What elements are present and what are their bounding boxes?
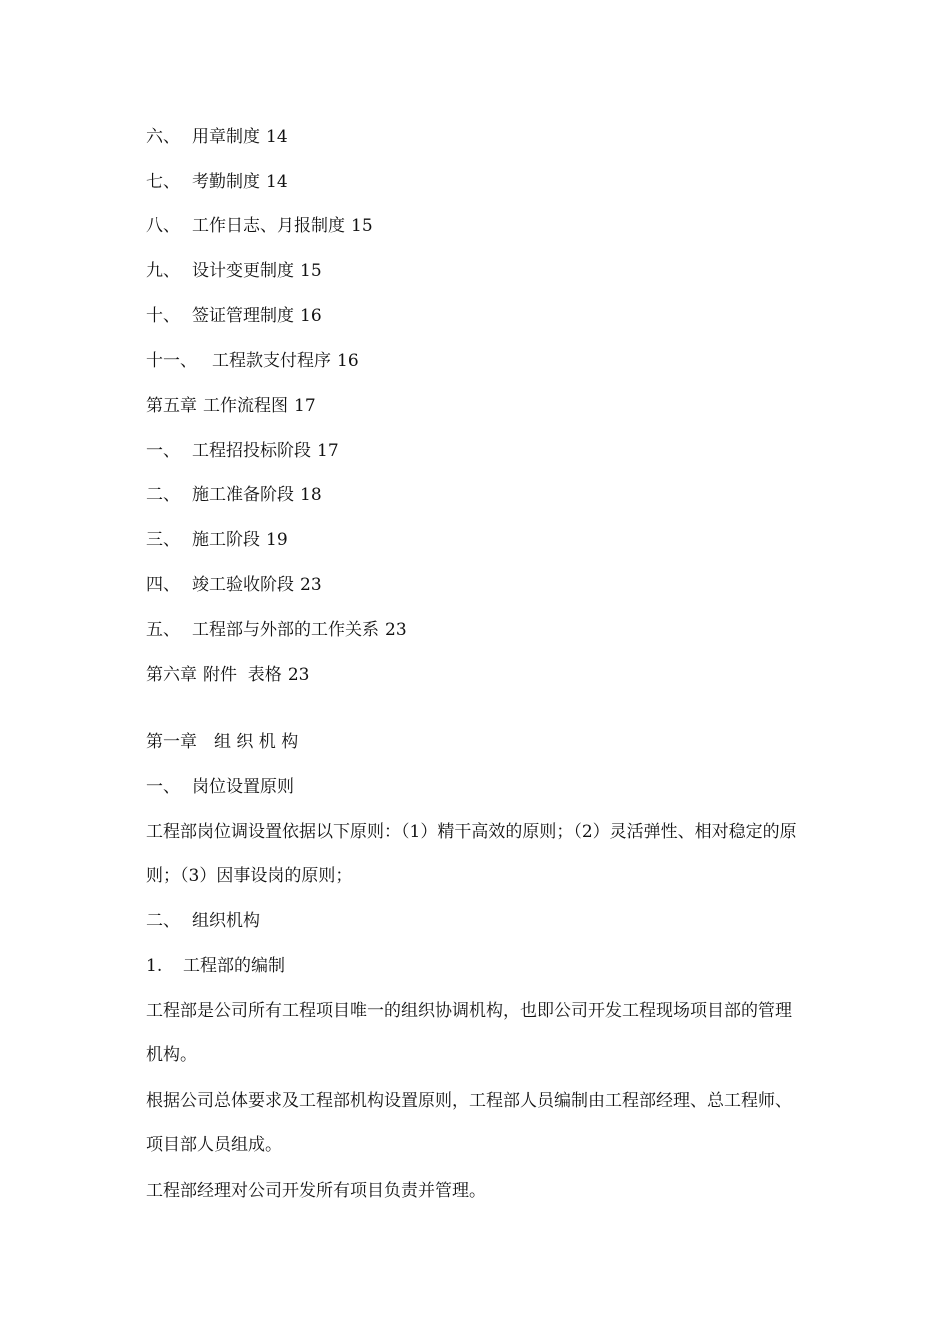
toc-number: 二、 [146, 485, 180, 505]
section-heading [146, 777, 294, 797]
toc-entry[interactable] [146, 351, 359, 371]
toc-title: 考勤制度 [192, 172, 260, 192]
toc-title: 用章制度 [192, 127, 260, 147]
toc-number: 七、 [146, 172, 180, 192]
toc-page: 17 [317, 441, 339, 461]
toc-entry[interactable] [146, 620, 407, 640]
toc-number: 九、 [146, 261, 180, 281]
chapter-heading [146, 732, 298, 752]
toc-entry[interactable] [146, 306, 322, 326]
chapter-label: 第一章 [146, 732, 197, 752]
toc-number: 十一、 [146, 351, 197, 371]
section-title: 岗位设置原则 [192, 777, 294, 797]
toc-number: 一、 [146, 441, 180, 461]
toc-title: 施工准备阶段 [192, 485, 294, 505]
toc-page: 23 [385, 620, 407, 640]
toc-entry[interactable] [146, 261, 322, 281]
toc-title: 工程招投标阶段 [192, 441, 311, 461]
toc-entry[interactable] [146, 172, 288, 192]
toc-entry[interactable] [146, 575, 322, 595]
toc-entry[interactable] [146, 485, 322, 505]
toc-title: 竣工验收阶段 [192, 575, 294, 595]
toc-title: 工程款支付程序 [212, 351, 331, 371]
toc-entry[interactable] [146, 441, 339, 461]
toc-number: 三、 [146, 530, 180, 550]
toc-page: 16 [337, 351, 359, 371]
chapter-title: 组 织 机 构 [214, 732, 299, 752]
toc-entry[interactable] [146, 127, 288, 147]
toc-number: 第五章 [146, 396, 197, 416]
toc-entry[interactable] [146, 216, 373, 236]
toc-title: 附件 表格 [203, 665, 282, 685]
toc-title: 签证管理制度 [192, 306, 294, 326]
toc-page: 16 [300, 306, 322, 326]
body-paragraph: 工程部岗位调设置依据以下原则：（1）精干高效的原则；（2）灵活弹性、相对稳定的原则；（3）因事设岗的原则； [146, 822, 797, 886]
toc-number: 十、 [146, 306, 180, 326]
toc-title: 设计变更制度 [192, 261, 294, 281]
body-paragraph: 工程部是公司所有工程项目唯一的组织协调机构，也即公司开发工程现场项目部的管理机构。 [146, 1001, 792, 1065]
toc-number: 第六章 [146, 665, 197, 685]
section-number: 二、 [146, 911, 180, 931]
toc-title: 工作日志、月报制度 [192, 216, 345, 236]
toc-entry[interactable] [146, 530, 288, 550]
toc-page: 17 [294, 396, 316, 416]
toc-number: 五、 [146, 620, 180, 640]
toc-page: 15 [300, 261, 322, 281]
toc-page: 14 [266, 172, 288, 192]
section-number: 一、 [146, 777, 180, 797]
toc-page: 15 [351, 216, 373, 236]
body-paragraph: 工程部经理对公司开发所有项目负责并管理。 [146, 1181, 486, 1201]
section-heading [146, 911, 260, 931]
subsection-number: 1. [146, 956, 163, 976]
toc-title: 工作流程图 [203, 396, 288, 416]
toc-entry[interactable] [146, 665, 309, 685]
toc-page: 18 [300, 485, 322, 505]
toc-number: 四、 [146, 575, 180, 595]
toc-number: 八、 [146, 216, 180, 236]
toc-number: 六、 [146, 127, 180, 147]
section-title: 组织机构 [192, 911, 260, 931]
subsection-heading [146, 956, 285, 976]
body-paragraph: 根据公司总体要求及工程部机构设置原则，工程部人员编制由工程部经理、总工程师、项目部人员组成。 [146, 1091, 792, 1155]
toc-title: 工程部与外部的工作关系 [192, 620, 379, 640]
toc-page: 19 [266, 530, 288, 550]
toc-page: 23 [287, 665, 310, 685]
toc-entry[interactable] [146, 396, 316, 416]
toc-title: 施工阶段 [192, 530, 260, 550]
toc-page: 23 [300, 575, 322, 595]
toc-page: 14 [266, 127, 288, 147]
subsection-title: 工程部的编制 [183, 956, 285, 976]
